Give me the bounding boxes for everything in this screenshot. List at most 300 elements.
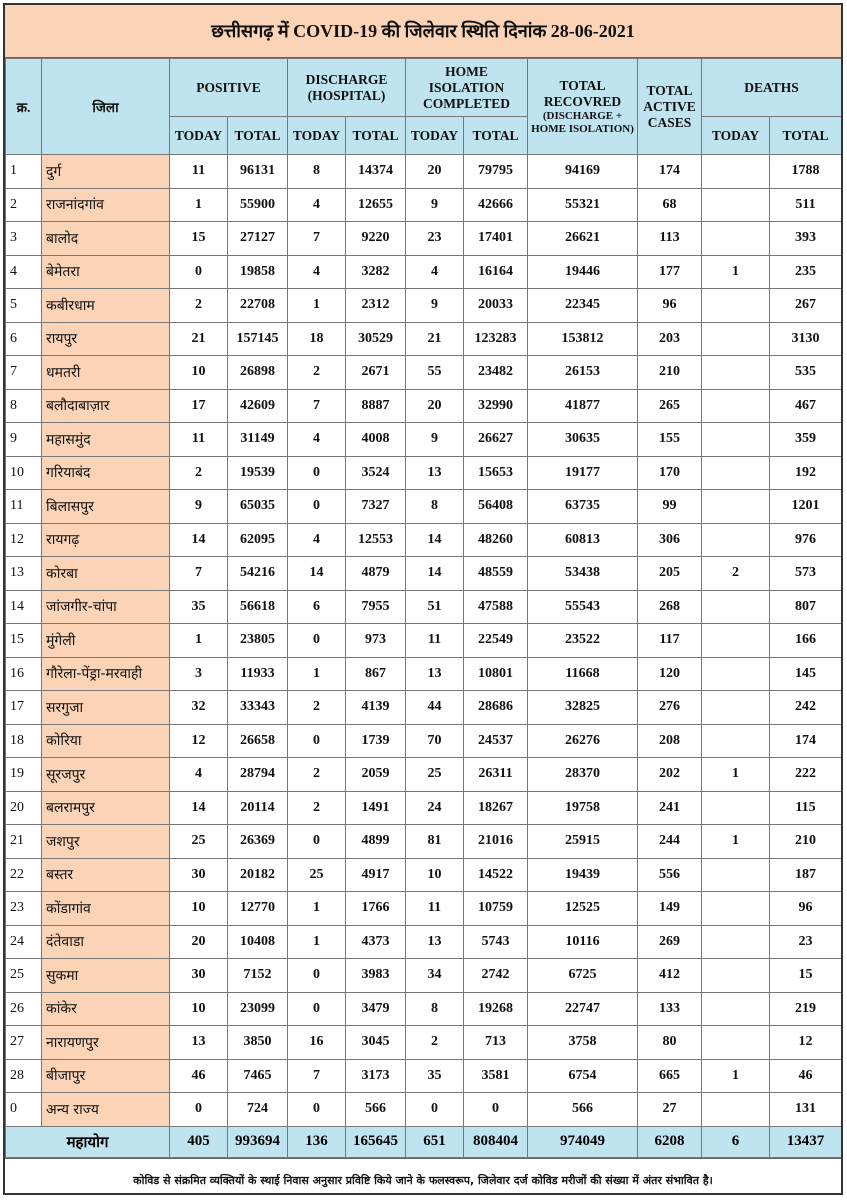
cell-deaths-today xyxy=(702,691,770,725)
totals-row xyxy=(6,1126,842,1157)
cell-discharge-today: 7 xyxy=(288,222,346,256)
cell-district: कोरिया xyxy=(42,724,170,758)
table-row xyxy=(6,557,842,591)
cell-deaths-today xyxy=(702,590,770,624)
cell-district: बलौदाबाज़ार xyxy=(42,389,170,423)
cell-home-total: 10759 xyxy=(464,892,528,926)
cell-positive-today: 2 xyxy=(170,289,228,323)
header-positive: POSITIVE xyxy=(170,59,288,117)
cell-total-active: 268 xyxy=(638,590,702,624)
cell-home-total: 24537 xyxy=(464,724,528,758)
cell-positive-today: 20 xyxy=(170,925,228,959)
cell-sn: 25 xyxy=(6,959,42,993)
cell-sn: 17 xyxy=(6,691,42,725)
cell-district: महासमुंद xyxy=(42,423,170,457)
table-row xyxy=(6,423,842,457)
cell-district: बस्तर xyxy=(42,858,170,892)
cell-total-recovered: 10116 xyxy=(528,925,638,959)
table-row xyxy=(6,858,842,892)
cell-sn: 12 xyxy=(6,523,42,557)
cell-deaths-today xyxy=(702,992,770,1026)
table-row xyxy=(6,155,842,189)
cell-positive-total: 19539 xyxy=(228,456,288,490)
cell-discharge-total: 14374 xyxy=(346,155,406,189)
cell-discharge-total: 973 xyxy=(346,624,406,658)
cell-home-today: 21 xyxy=(406,322,464,356)
cell-total-active: 120 xyxy=(638,657,702,691)
cell-district: नारायणपुर xyxy=(42,1026,170,1060)
cell-discharge-total: 8887 xyxy=(346,389,406,423)
cell-deaths-today: 1 xyxy=(702,825,770,859)
table-row xyxy=(6,523,842,557)
cell-district: अन्य राज्य xyxy=(42,1093,170,1127)
cell-total-active: 276 xyxy=(638,691,702,725)
cell-sn: 20 xyxy=(6,791,42,825)
cell-home-total: 713 xyxy=(464,1026,528,1060)
cell-sn: 8 xyxy=(6,389,42,423)
cell-positive-today: 10 xyxy=(170,892,228,926)
cell-positive-today: 15 xyxy=(170,222,228,256)
cell-positive-today: 11 xyxy=(170,155,228,189)
cell-home-today: 2 xyxy=(406,1026,464,1060)
cell-positive-total: 31149 xyxy=(228,423,288,457)
cell-positive-today: 14 xyxy=(170,523,228,557)
cell-deaths-total: 807 xyxy=(770,590,842,624)
cell-home-total: 48260 xyxy=(464,523,528,557)
cell-discharge-total: 12655 xyxy=(346,188,406,222)
cell-total-active: 99 xyxy=(638,490,702,524)
cell-district: गरियाबंद xyxy=(42,456,170,490)
cell-discharge-total: 566 xyxy=(346,1093,406,1127)
cell-home-total: 42666 xyxy=(464,188,528,222)
cell-sn: 18 xyxy=(6,724,42,758)
header-home-isolation xyxy=(406,59,528,117)
cell-district: कबीरधाम xyxy=(42,289,170,323)
cell-total-active: 96 xyxy=(638,289,702,323)
cell-deaths-total: 359 xyxy=(770,423,842,457)
cell-discharge-today: 1 xyxy=(288,892,346,926)
table-row xyxy=(6,624,842,658)
cell-home-today: 70 xyxy=(406,724,464,758)
cell-home-total: 14522 xyxy=(464,858,528,892)
totals-deaths-today: 6 xyxy=(702,1126,770,1157)
table-body xyxy=(6,155,842,1127)
cell-home-total: 5743 xyxy=(464,925,528,959)
cell-total-recovered: 19446 xyxy=(528,255,638,289)
cell-total-active: 244 xyxy=(638,825,702,859)
cell-deaths-total: 1788 xyxy=(770,155,842,189)
cell-positive-today: 7 xyxy=(170,557,228,591)
totals-discharge-today: 136 xyxy=(288,1126,346,1157)
cell-discharge-today: 1 xyxy=(288,925,346,959)
cell-sn: 2 xyxy=(6,188,42,222)
cell-positive-total: 42609 xyxy=(228,389,288,423)
cell-total-recovered: 19758 xyxy=(528,791,638,825)
table-row xyxy=(6,959,842,993)
cell-positive-total: 20182 xyxy=(228,858,288,892)
table-row xyxy=(6,356,842,390)
table-row xyxy=(6,289,842,323)
cell-district: बालोद xyxy=(42,222,170,256)
cell-positive-today: 0 xyxy=(170,1093,228,1127)
cell-positive-total: 96131 xyxy=(228,155,288,189)
cell-discharge-total: 2671 xyxy=(346,356,406,390)
cell-deaths-total: 46 xyxy=(770,1059,842,1093)
header-active-line3: CASES xyxy=(647,114,692,130)
cell-sn: 14 xyxy=(6,590,42,624)
cell-total-recovered: 19177 xyxy=(528,456,638,490)
cell-discharge-today: 18 xyxy=(288,322,346,356)
cell-district: मुंगेली xyxy=(42,624,170,658)
cell-total-active: 27 xyxy=(638,1093,702,1127)
cell-district: बेमेतरा xyxy=(42,255,170,289)
cell-deaths-total: 222 xyxy=(770,758,842,792)
cell-home-total: 22549 xyxy=(464,624,528,658)
table-row xyxy=(6,657,842,691)
cell-positive-total: 20114 xyxy=(228,791,288,825)
cell-total-recovered: 25915 xyxy=(528,825,638,859)
cell-home-total: 20033 xyxy=(464,289,528,323)
cell-total-recovered: 53438 xyxy=(528,557,638,591)
table-row xyxy=(6,925,842,959)
cell-positive-today: 25 xyxy=(170,825,228,859)
cell-positive-today: 12 xyxy=(170,724,228,758)
cell-discharge-total: 7955 xyxy=(346,590,406,624)
cell-sn: 24 xyxy=(6,925,42,959)
cell-home-total: 2742 xyxy=(464,959,528,993)
totals-positive-today: 405 xyxy=(170,1126,228,1157)
cell-home-today: 13 xyxy=(406,456,464,490)
cell-home-total: 15653 xyxy=(464,456,528,490)
cell-deaths-total: 467 xyxy=(770,389,842,423)
table-row xyxy=(6,1093,842,1127)
cell-sn: 16 xyxy=(6,657,42,691)
cell-sn: 28 xyxy=(6,1059,42,1093)
cell-home-today: 13 xyxy=(406,925,464,959)
cell-deaths-today xyxy=(702,959,770,993)
cell-total-active: 174 xyxy=(638,155,702,189)
cell-total-active: 210 xyxy=(638,356,702,390)
cell-home-total: 28686 xyxy=(464,691,528,725)
cell-positive-total: 54216 xyxy=(228,557,288,591)
cell-deaths-today: 2 xyxy=(702,557,770,591)
cell-positive-today: 4 xyxy=(170,758,228,792)
cell-total-active: 265 xyxy=(638,389,702,423)
cell-deaths-today xyxy=(702,188,770,222)
cell-positive-today: 46 xyxy=(170,1059,228,1093)
cell-discharge-total: 30529 xyxy=(346,322,406,356)
header-positive-total: TOTAL xyxy=(228,117,288,155)
cell-sn: 27 xyxy=(6,1026,42,1060)
cell-positive-total: 10408 xyxy=(228,925,288,959)
cell-positive-total: 11933 xyxy=(228,657,288,691)
table-row xyxy=(6,456,842,490)
cell-home-today: 11 xyxy=(406,624,464,658)
totals-home-today: 651 xyxy=(406,1126,464,1157)
cell-total-recovered: 11668 xyxy=(528,657,638,691)
cell-positive-total: 23805 xyxy=(228,624,288,658)
cell-home-today: 23 xyxy=(406,222,464,256)
cell-home-total: 79795 xyxy=(464,155,528,189)
cell-deaths-today xyxy=(702,222,770,256)
cell-home-today: 34 xyxy=(406,959,464,993)
cell-discharge-total: 12553 xyxy=(346,523,406,557)
cell-total-active: 208 xyxy=(638,724,702,758)
cell-home-today: 9 xyxy=(406,423,464,457)
cell-deaths-today: 1 xyxy=(702,255,770,289)
cell-home-today: 35 xyxy=(406,1059,464,1093)
cell-home-today: 0 xyxy=(406,1093,464,1127)
cell-discharge-total: 4373 xyxy=(346,925,406,959)
header-home-line1: HOME ISOLATION xyxy=(428,63,505,95)
cell-positive-today: 10 xyxy=(170,356,228,390)
cell-positive-today: 32 xyxy=(170,691,228,725)
cell-home-today: 4 xyxy=(406,255,464,289)
cell-home-today: 51 xyxy=(406,590,464,624)
cell-total-active: 177 xyxy=(638,255,702,289)
cell-total-recovered: 63735 xyxy=(528,490,638,524)
cell-discharge-total: 867 xyxy=(346,657,406,691)
cell-sn: 7 xyxy=(6,356,42,390)
cell-discharge-total: 4008 xyxy=(346,423,406,457)
cell-sn: 15 xyxy=(6,624,42,658)
cell-deaths-total: 15 xyxy=(770,959,842,993)
cell-home-today: 8 xyxy=(406,490,464,524)
cell-total-recovered: 60813 xyxy=(528,523,638,557)
header-discharge-line2: (HOSPITAL) xyxy=(307,87,386,103)
totals-label: महायोग xyxy=(6,1126,170,1157)
cell-deaths-total: 145 xyxy=(770,657,842,691)
cell-deaths-total: 1201 xyxy=(770,490,842,524)
cell-total-active: 306 xyxy=(638,523,702,557)
header-total-active xyxy=(638,59,702,155)
cell-deaths-today xyxy=(702,490,770,524)
cell-deaths-total: 131 xyxy=(770,1093,842,1127)
cell-positive-today: 11 xyxy=(170,423,228,457)
cell-discharge-today: 1 xyxy=(288,657,346,691)
cell-discharge-total: 9220 xyxy=(346,222,406,256)
cell-sn: 10 xyxy=(6,456,42,490)
cell-deaths-total: 219 xyxy=(770,992,842,1026)
cell-home-today: 11 xyxy=(406,892,464,926)
header-deaths-today: TODAY xyxy=(702,117,770,155)
cell-positive-total: 56618 xyxy=(228,590,288,624)
cell-home-total: 56408 xyxy=(464,490,528,524)
header-deaths-total: TOTAL xyxy=(770,117,842,155)
cell-total-active: 203 xyxy=(638,322,702,356)
cell-positive-total: 26898 xyxy=(228,356,288,390)
cell-district: कोंडागांव xyxy=(42,892,170,926)
header-recovered-sub2: HOME ISOLATION) xyxy=(531,122,634,135)
cell-home-total: 17401 xyxy=(464,222,528,256)
cell-district: दुर्ग xyxy=(42,155,170,189)
cell-total-recovered: 26276 xyxy=(528,724,638,758)
cell-discharge-today: 4 xyxy=(288,255,346,289)
cell-deaths-total: 210 xyxy=(770,825,842,859)
cell-sn: 22 xyxy=(6,858,42,892)
cell-discharge-today: 2 xyxy=(288,758,346,792)
cell-home-today: 14 xyxy=(406,523,464,557)
cell-total-active: 665 xyxy=(638,1059,702,1093)
cell-district: बिलासपुर xyxy=(42,490,170,524)
table-row xyxy=(6,188,842,222)
cell-positive-total: 62095 xyxy=(228,523,288,557)
cell-district: राजनांदगांव xyxy=(42,188,170,222)
cell-positive-today: 1 xyxy=(170,188,228,222)
cell-home-today: 9 xyxy=(406,289,464,323)
cell-total-recovered: 153812 xyxy=(528,322,638,356)
cell-deaths-today xyxy=(702,657,770,691)
cell-discharge-total: 3983 xyxy=(346,959,406,993)
cell-positive-today: 13 xyxy=(170,1026,228,1060)
header-total-recovered xyxy=(528,59,638,155)
cell-positive-total: 28794 xyxy=(228,758,288,792)
cell-total-active: 80 xyxy=(638,1026,702,1060)
totals-home-total: 808404 xyxy=(464,1126,528,1157)
cell-deaths-total: 174 xyxy=(770,724,842,758)
cell-discharge-today: 2 xyxy=(288,791,346,825)
cell-home-today: 8 xyxy=(406,992,464,1026)
cell-home-total: 19268 xyxy=(464,992,528,1026)
header-discharge-total: TOTAL xyxy=(346,117,406,155)
cell-discharge-total: 1491 xyxy=(346,791,406,825)
header-home-total: TOTAL xyxy=(464,117,528,155)
cell-deaths-total: 192 xyxy=(770,456,842,490)
cell-total-recovered: 12525 xyxy=(528,892,638,926)
cell-total-active: 202 xyxy=(638,758,702,792)
cell-home-total: 48559 xyxy=(464,557,528,591)
cell-deaths-today xyxy=(702,289,770,323)
cell-positive-today: 35 xyxy=(170,590,228,624)
totals-recovered: 974049 xyxy=(528,1126,638,1157)
cell-sn: 21 xyxy=(6,825,42,859)
totals-deaths-total: 13437 xyxy=(770,1126,842,1157)
cell-home-total: 26311 xyxy=(464,758,528,792)
table-row xyxy=(6,758,842,792)
header-deaths: DEATHS xyxy=(702,59,842,117)
cell-total-active: 205 xyxy=(638,557,702,591)
cell-discharge-total: 1739 xyxy=(346,724,406,758)
cell-total-recovered: 6725 xyxy=(528,959,638,993)
cell-deaths-today xyxy=(702,791,770,825)
cell-discharge-total: 4899 xyxy=(346,825,406,859)
report-title: छत्तीसगढ़ में COVID-19 की जिलेवार स्थिति दिनांक 28-06-2021 xyxy=(5,5,841,58)
cell-district: सरगुजा xyxy=(42,691,170,725)
cell-deaths-total: 242 xyxy=(770,691,842,725)
cell-deaths-today: 1 xyxy=(702,1059,770,1093)
cell-discharge-today: 16 xyxy=(288,1026,346,1060)
cell-home-total: 0 xyxy=(464,1093,528,1127)
cell-positive-total: 12770 xyxy=(228,892,288,926)
cell-positive-today: 9 xyxy=(170,490,228,524)
header-district: जिला xyxy=(42,59,170,155)
cell-positive-today: 2 xyxy=(170,456,228,490)
cell-discharge-total: 2059 xyxy=(346,758,406,792)
cell-district: जशपुर xyxy=(42,825,170,859)
cell-home-today: 13 xyxy=(406,657,464,691)
cell-deaths-today xyxy=(702,624,770,658)
header-discharge-today: TODAY xyxy=(288,117,346,155)
table-row xyxy=(6,724,842,758)
table-row xyxy=(6,322,842,356)
cell-positive-today: 0 xyxy=(170,255,228,289)
cell-discharge-total: 7327 xyxy=(346,490,406,524)
cell-total-active: 117 xyxy=(638,624,702,658)
cell-discharge-today: 1 xyxy=(288,289,346,323)
cell-positive-total: 23099 xyxy=(228,992,288,1026)
cell-deaths-today xyxy=(702,356,770,390)
cell-deaths-total: 23 xyxy=(770,925,842,959)
cell-district: बलरामपुर xyxy=(42,791,170,825)
cell-discharge-today: 0 xyxy=(288,624,346,658)
cell-home-today: 44 xyxy=(406,691,464,725)
cell-district: गौरेला-पेंड्रा-मरवाही xyxy=(42,657,170,691)
table-row xyxy=(6,992,842,1026)
cell-positive-total: 27127 xyxy=(228,222,288,256)
cell-discharge-total: 3173 xyxy=(346,1059,406,1093)
cell-discharge-total: 4917 xyxy=(346,858,406,892)
cell-sn: 0 xyxy=(6,1093,42,1127)
header-recovered-line2: RECOVRED xyxy=(543,93,622,109)
cell-sn: 4 xyxy=(6,255,42,289)
cell-home-total: 16164 xyxy=(464,255,528,289)
cell-discharge-today: 7 xyxy=(288,389,346,423)
table-row xyxy=(6,255,842,289)
cell-sn: 5 xyxy=(6,289,42,323)
cell-total-active: 412 xyxy=(638,959,702,993)
cell-total-active: 556 xyxy=(638,858,702,892)
cell-home-total: 3581 xyxy=(464,1059,528,1093)
cell-deaths-total: 235 xyxy=(770,255,842,289)
cell-deaths-today xyxy=(702,322,770,356)
cell-positive-total: 7152 xyxy=(228,959,288,993)
cell-home-today: 20 xyxy=(406,389,464,423)
cell-total-recovered: 22345 xyxy=(528,289,638,323)
footnote: कोविड से संक्रमित व्यक्तियों के स्थाई निवास अनुसार प्रविष्टि किये जाने के फलस्वरूप, जिलेवार दर्ज कोविड मरीजों की संख्या में अंतर संभावित है। xyxy=(5,1158,841,1196)
cell-total-active: 68 xyxy=(638,188,702,222)
cell-home-total: 18267 xyxy=(464,791,528,825)
cell-discharge-today: 0 xyxy=(288,992,346,1026)
cell-total-recovered: 41877 xyxy=(528,389,638,423)
cell-deaths-today xyxy=(702,1093,770,1127)
cell-total-active: 133 xyxy=(638,992,702,1026)
cell-sn: 19 xyxy=(6,758,42,792)
cell-deaths-total: 12 xyxy=(770,1026,842,1060)
cell-sn: 11 xyxy=(6,490,42,524)
table-row xyxy=(6,1059,842,1093)
cell-deaths-today xyxy=(702,892,770,926)
cell-discharge-total: 1766 xyxy=(346,892,406,926)
cell-district: सूरजपुर xyxy=(42,758,170,792)
cell-total-recovered: 55321 xyxy=(528,188,638,222)
cell-positive-today: 1 xyxy=(170,624,228,658)
cell-total-recovered: 26621 xyxy=(528,222,638,256)
cell-district: जांजगीर-चांपा xyxy=(42,590,170,624)
cell-deaths-today xyxy=(702,155,770,189)
cell-home-total: 26627 xyxy=(464,423,528,457)
table-row xyxy=(6,490,842,524)
cell-discharge-today: 0 xyxy=(288,456,346,490)
header-home-today: TODAY xyxy=(406,117,464,155)
cell-district: सुकमा xyxy=(42,959,170,993)
cell-positive-total: 26369 xyxy=(228,825,288,859)
cell-deaths-total: 976 xyxy=(770,523,842,557)
cell-home-total: 32990 xyxy=(464,389,528,423)
cell-discharge-total: 3479 xyxy=(346,992,406,1026)
cell-home-today: 10 xyxy=(406,858,464,892)
cell-deaths-total: 393 xyxy=(770,222,842,256)
cell-deaths-today xyxy=(702,523,770,557)
